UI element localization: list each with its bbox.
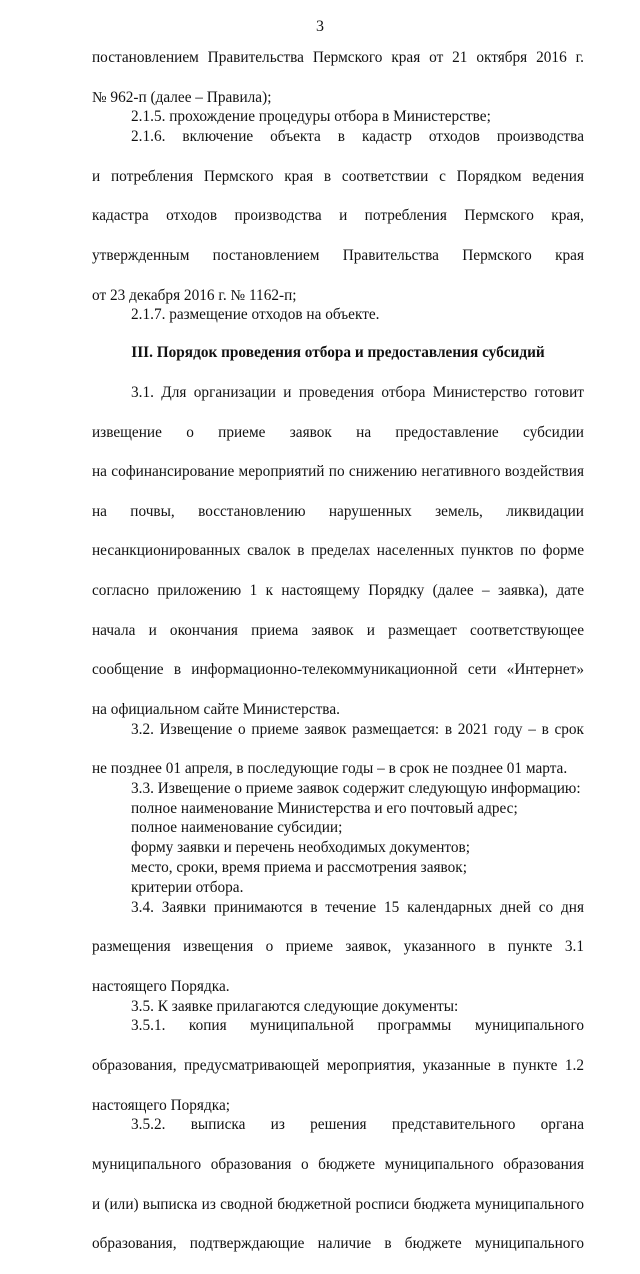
text-line: место, сроки, время приема и рассмотрения заявок; xyxy=(131,859,467,877)
text-line: от 23 декабря 2016 г. № 1162-п; xyxy=(92,286,297,304)
text-line: начала и окончания приема заявок и размещает соответствующее xyxy=(92,621,584,639)
text-line: несанкционированных свалок в пределах населенных пунктов по форме xyxy=(92,542,584,560)
text-line: кадастра отходов производства и потребления Пермского края, xyxy=(92,207,584,225)
text-line: полное наименование субсидии; xyxy=(131,819,343,837)
text-line: не позднее 01 апреля, в последующие годы – в срок не позднее 01 марта. xyxy=(92,760,568,778)
text-line: настоящего Порядка; xyxy=(92,1096,230,1114)
section-heading: III. Порядок проведения отбора и предоставления субсидий xyxy=(131,344,545,362)
text-line: 3.2. Извещение о приеме заявок размещается: в 2021 году – в срок xyxy=(131,720,584,738)
page-number: 3 xyxy=(316,18,324,35)
text-line: 3.5. К заявке прилагаются следующие документы: xyxy=(131,997,459,1015)
text-line: 3.3. Извещение о приеме заявок содержит следующую информацию: xyxy=(131,779,581,797)
text-line: 3.5.2. выписка из решения представительного органа xyxy=(131,1116,584,1134)
text-line: образования, подтверждающие наличие в бюджете муниципального xyxy=(92,1235,584,1253)
text-line: 2.1.6. включение объекта в кадастр отходов производства xyxy=(131,128,584,146)
text-line: постановлением Правительства Пермского края от 21 октября 2016 г. xyxy=(92,49,584,66)
text-line: на почвы, восстановлению нарушенных земель, ликвидации xyxy=(92,502,584,520)
text-line: образования, предусматривающей мероприятия, указанные в пункте 1.2 xyxy=(92,1057,584,1075)
text-line: согласно приложению 1 к настоящему Порядку (далее – заявка), дате xyxy=(92,581,584,599)
text-line: настоящего Порядка. xyxy=(92,977,230,995)
text-line: 3.5.1. копия муниципальной программы муниципального xyxy=(131,1017,584,1035)
text-line: извещение о приеме заявок на предоставление субсидии xyxy=(92,423,584,441)
text-line: форму заявки и перечень необходимых документов; xyxy=(131,839,471,857)
text-line: и (или) выписка из сводной бюджетной росписи бюджета муниципального xyxy=(92,1195,584,1213)
text-line: № 962-п (далее – Правила); xyxy=(92,88,272,106)
text-line: 3.4. Заявки принимаются в течение 15 календарных дней со дня xyxy=(131,898,584,916)
text-line: размещения извещения о приеме заявок, указанного в пункте 3.1 xyxy=(92,938,584,956)
text-line: 2.1.5. прохождение процедуры отбора в Министерстве; xyxy=(131,108,491,126)
text-line: муниципального образования о бюджете муниципального образования xyxy=(92,1156,584,1174)
text-line: на официальном сайте Министерства. xyxy=(92,700,340,718)
text-line: полное наименование Министерства и его почтовый адрес; xyxy=(131,799,518,817)
text-line: критерии отбора. xyxy=(131,878,244,896)
text-line: 3.1. Для организации и проведения отбора Министерство готовит xyxy=(131,383,584,401)
text-line: на софинансирование мероприятий по снижению негативного воздействия xyxy=(92,463,584,481)
document-body xyxy=(92,48,584,1274)
text-line: утвержденным постановлением Правительства Пермского края xyxy=(92,246,584,264)
text-line: сообщение в информационно-телекоммуникационной сети «Интернет» xyxy=(92,661,584,679)
text-line: и потребления Пермского края в соответствии с Порядком ведения xyxy=(92,167,584,185)
text-line: 2.1.7. размещение отходов на объекте. xyxy=(131,306,380,324)
